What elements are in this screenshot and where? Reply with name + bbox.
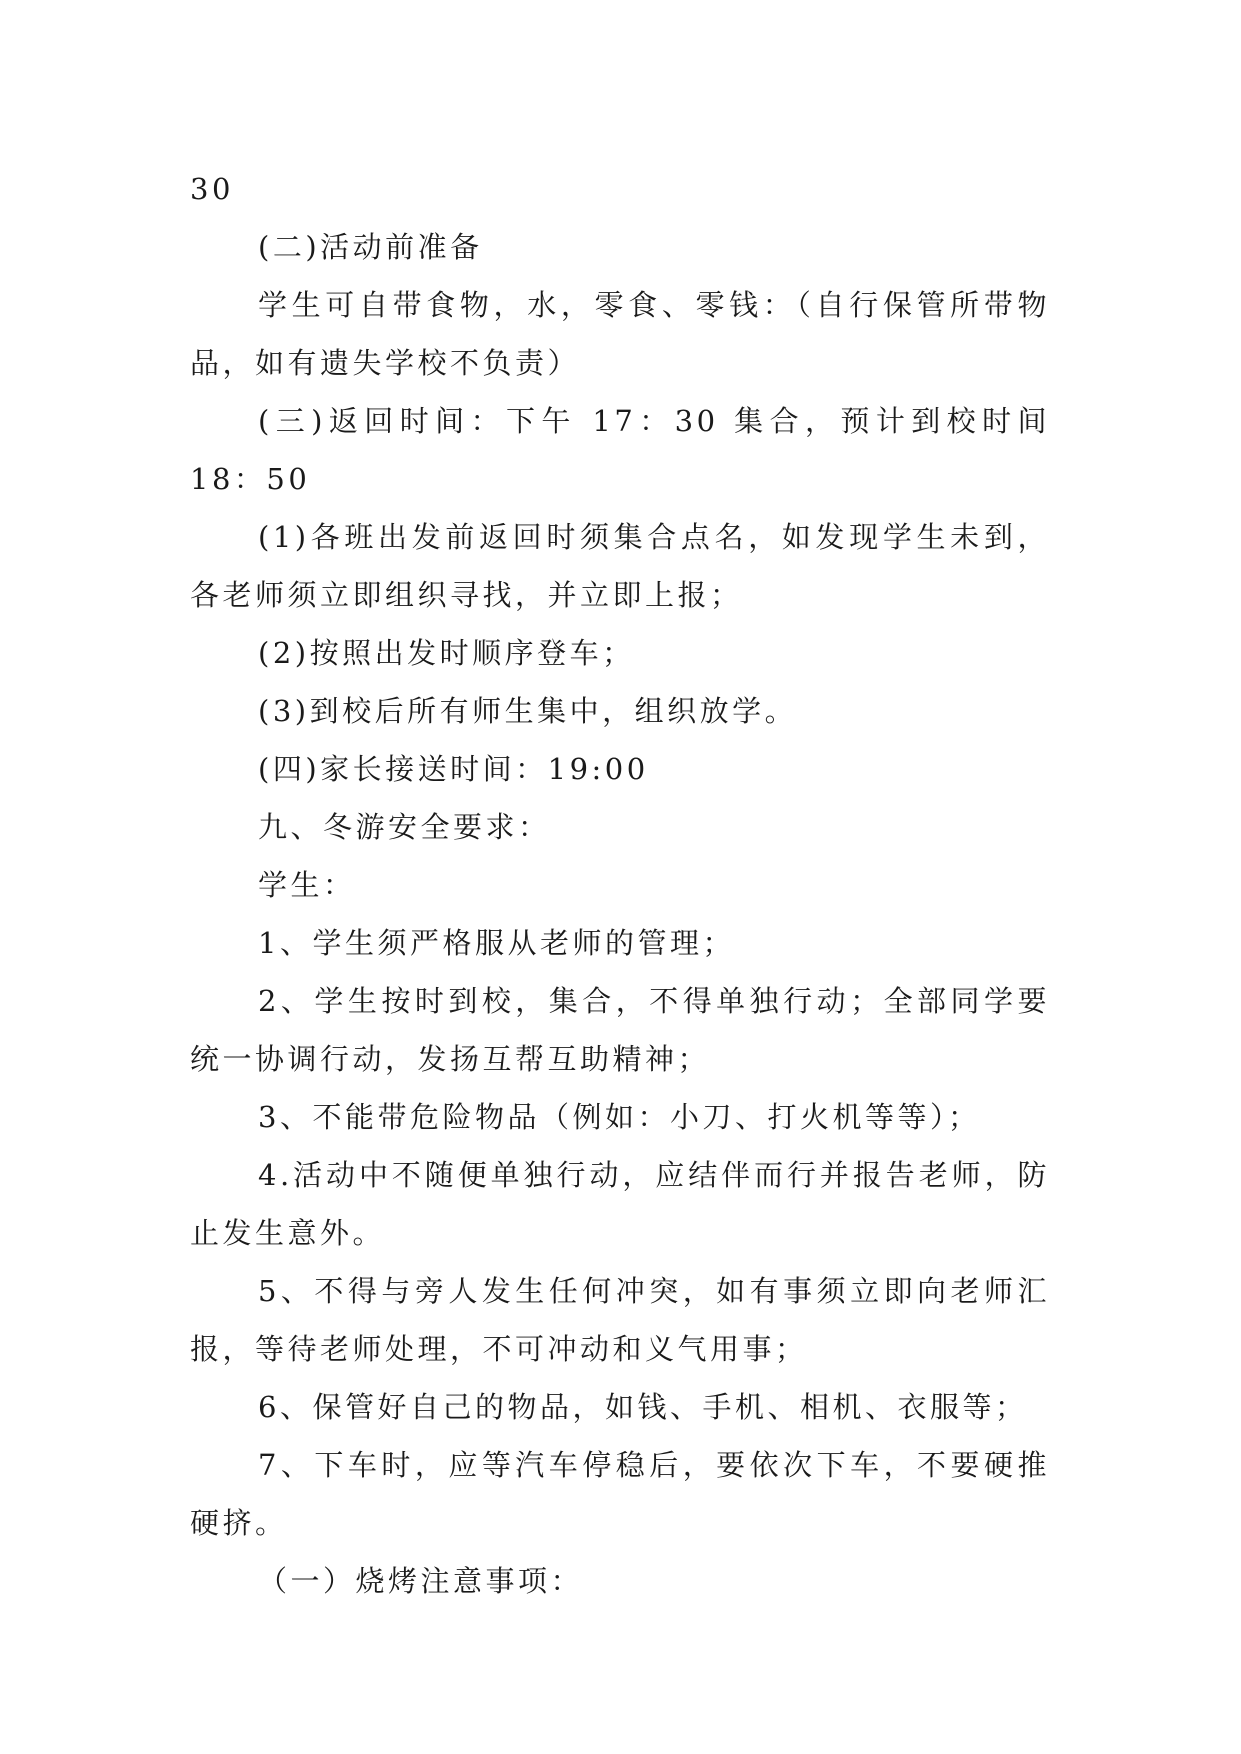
list-item-dismissal: (3)到校后所有师生集中，组织放学。 <box>258 694 798 728</box>
rule-item-4: 4.活动中不随便单独行动，应结伴而行并报告老师，防止发生意外。 <box>190 1158 1050 1250</box>
rule-item-1: 1、学生须严格服从老师的管理； <box>258 926 735 960</box>
list-item-roll-call: (1)各班出发前返回时须集合点名，如发现学生未到，各老师须立即组织寻找，并立即上报； <box>190 520 1050 612</box>
rule-item-2: 2、学生按时到校，集合，不得单独行动；全部同学要统一协调行动，发扬互帮互助精神； <box>190 984 1050 1076</box>
rule-item-5: 5、不得与旁人发生任何冲突，如有事须立即向老师汇报，等待老师处理，不可冲动和义气用事； <box>190 1274 1050 1366</box>
section-heading-pickup-time: (四)家长接送时间：19:00 <box>258 752 649 786</box>
subheading-students: 学生： <box>258 868 356 902</box>
section-heading-return-time: (三)返回时间：下午 17：30 集合，预计到校时间 18：50 <box>190 404 1050 496</box>
section-heading-bbq: （一）烧烤注意事项： <box>258 1564 584 1598</box>
list-item-boarding: (2)按照出发时顺序登车； <box>258 636 635 670</box>
document-body <box>190 160 1050 1610</box>
section-heading-preparation: (二)活动前准备 <box>258 230 483 264</box>
rule-item-3: 3、不能带危险物品（例如：小刀、打火机等等）； <box>258 1100 981 1134</box>
rule-item-7: 7、下车时，应等汽车停稳后，要依次下车，不要硬推硬挤。 <box>190 1448 1050 1540</box>
rule-item-6: 6、保管好自己的物品，如钱、手机、相机、衣服等； <box>258 1390 1028 1424</box>
page-number-fragment: 30 <box>190 172 234 206</box>
paragraph-items: 学生可自带食物，水，零食、零钱：（自行保管所带物品，如有遗失学校不负责） <box>190 288 1050 380</box>
section-heading-safety: 九、冬游安全要求： <box>258 810 551 844</box>
